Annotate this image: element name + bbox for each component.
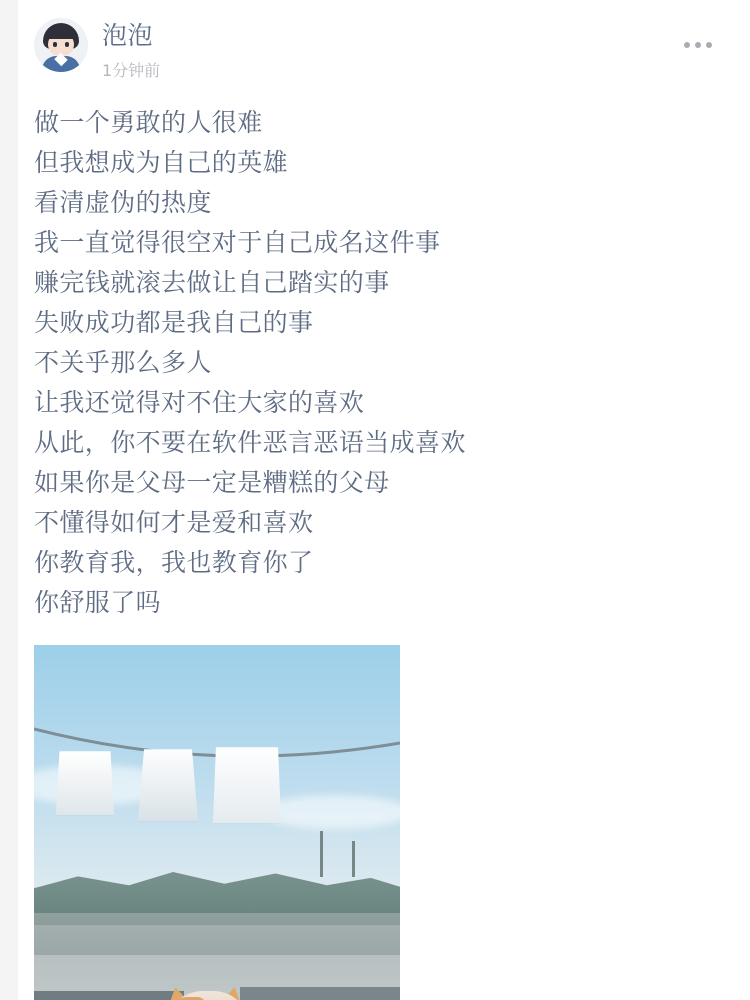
avatar-eye-right xyxy=(65,42,69,47)
post-image[interactable] xyxy=(34,645,400,1000)
post-line: 我一直觉得很空对于自己成名这件事 xyxy=(34,228,441,258)
author-name[interactable]: 泡泡 xyxy=(102,21,154,50)
author-block xyxy=(102,18,160,81)
avatar-eye-left xyxy=(53,42,57,47)
laundry-item xyxy=(138,749,198,821)
post-line: 但我想成为自己的英雄 xyxy=(34,148,289,178)
post-line: 不懂得如何才是爱和喜欢 xyxy=(34,508,314,538)
post-line: 做一个勇敢的人很难 xyxy=(34,108,263,138)
avatar[interactable] xyxy=(34,18,88,72)
post-line: 如果你是父母一定是糟糕的父母 xyxy=(34,468,390,498)
post-line: 赚完钱就滚去做让自己踏实的事 xyxy=(34,268,390,298)
more-dot-2 xyxy=(695,42,701,48)
laundry-item xyxy=(56,751,114,815)
more-dot-3 xyxy=(706,42,712,48)
distant-town xyxy=(34,913,400,961)
cat xyxy=(152,987,274,1000)
more-dot-1 xyxy=(684,42,690,48)
utility-pole xyxy=(320,831,323,877)
post-line: 失败成功都是我自己的事 xyxy=(34,308,314,338)
post-timestamp: 1分钟前 xyxy=(102,61,161,81)
avatar-fringe xyxy=(46,28,76,39)
post-header xyxy=(28,18,722,81)
post-card xyxy=(18,0,750,1000)
laundry-item xyxy=(210,747,284,823)
post-line: 看清虚伪的热度 xyxy=(34,188,212,218)
utility-pole xyxy=(352,841,355,877)
post-line: 不关乎那么多人 xyxy=(34,348,212,378)
post-line: 你舒服了吗 xyxy=(34,588,162,618)
more-dots-icon[interactable] xyxy=(682,36,714,54)
post-line: 从此，你不要在软件恶言恶语当成喜欢 xyxy=(34,428,466,458)
left-rail xyxy=(0,0,18,1000)
post-line: 你教育我，我也教育你了 xyxy=(34,548,314,578)
post-line: 让我还觉得对不住大家的喜欢 xyxy=(34,388,365,418)
post-text xyxy=(28,103,722,623)
